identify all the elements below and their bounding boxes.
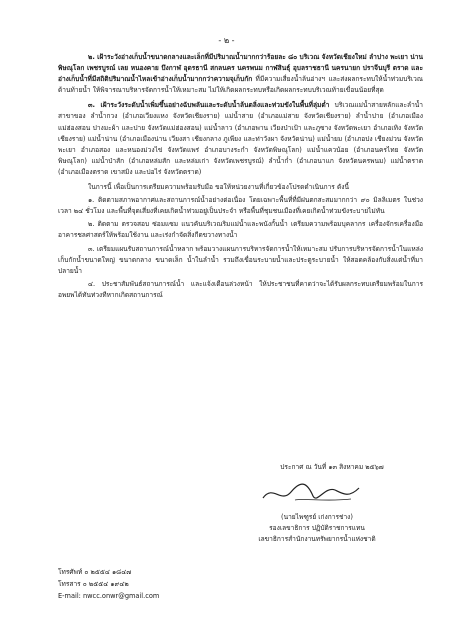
paragraph-2 (58, 52, 423, 96)
signer-name: (นายไพฑูรย์ เก่งการช่าง) (281, 513, 353, 521)
signer-title-2: เลขาธิการสำนักงานทรัพยากรน้ำแห่งชาติ (258, 535, 376, 543)
paragraph-intro: ในการนี้ เพื่อเป็นการเตรียมความพร้อมรับมือ ขอให้หน่วยงานที่เกี่ยวข้องโปรดดำเนินการ ดังนี้ (88, 183, 349, 192)
action-item-2: ๒. ติดตาม ตรวจสอบ ซ่อมแซม แนวคันบริเวณริมแม่น้ำและพนังกั้นน้ำ เตรียมความพร้อมบุคลากร เครื่องจักรเครื่องมือ อาคารชลศาสตร์ให้พร้อมใช้งาน และเร่งกำจัดสิ่งกีดขวางทางน้ำ (58, 220, 423, 240)
contact-block (58, 566, 159, 602)
action-item-1: ๑. ติดตามสภาพอากาศและสถานการณ์น้ำอย่างต่อเนื่อง โดยเฉพาะพื้นที่ที่มีฝนตกสะสมมากกว่า ๙๐ มิลลิเมตร ในช่วงเวลา ๒๔ ชั่วโมง และพื้นที่จุดเสี่ยงที่เคยเกิดน้ำท่วมอยู่เป็นประจำ หรือพื้นที่ชุมชนเมืองที่เคยเกิดน้ำท่วมขังระบายไม่ทัน (58, 196, 423, 216)
page-number: - ๒ - (218, 36, 235, 45)
action-item-3: ๓. เตรียมแผนรับสถานการณ์น้ำหลาก พร้อมวางแผนการบริหารจัดการน้ำให้เหมาะสม ปรับการบริหารจัดการน้ำในแหล่งเก็บกักน้ำขนาดใหญ่ ขนาดกลาง ขนาดเล็ก น้ำในลำน้ำ รวมถึงเขื่อนระบายน้ำและประตูระบายน้ำ ให้สอดคล้องกับสิ่งแต่น้ำที่มาปลายน้ำ (58, 244, 423, 275)
action-item-4: ๔. ประชาสัมพันธ์สถานการณ์น้ำ และแจ้งเตือนล่วงหน้า ให้ประชาชนที่คาดว่าจะได้รับผลกระทบเตรียมพร้อมในการอพยพได้ทันท่วงทีหากเกิดสถานการณ์ (58, 279, 423, 299)
signer-title-1: รองเลขาธิการ ปฏิบัติราชการแทน (269, 524, 365, 532)
signature-graphic (255, 478, 375, 508)
paragraph-3 (58, 100, 423, 178)
signature-block (232, 512, 402, 545)
email-address: E-mail: nwcc.onwr@gmail.com (58, 592, 160, 600)
paragraph-2-text: ที่มีความเสี่ยงน้ำล้นอ่างฯ และส่งผลกระทบให้น้ำท่วมบริเวณด้านท้ายน้ำ ให้พิจารณาบริหารจัดการน้ำให้เหมาะสม ไม่ให้เกิดผลกระทบหรือเกิดผลกระทบบริเวณท้ายเขื่อนน้อยที่สุด (58, 75, 423, 95)
fax-number: โทรสาร ๐ ๒๕๕๔ ๑๙๔๒ (58, 580, 129, 588)
handwritten-signature (255, 478, 375, 508)
paragraph-3-heading: ๓. เฝ้าระวังระดับน้ำเพิ่มขึ้นอย่างฉับพลันและระดับน้ำล้นตลิ่งและท่วมขังในพื้นที่ลุ่มต่ำ (88, 101, 330, 110)
announcement-date: ประกาศ ณ วันที่ ๑๓ สิงหาคม ๒๕๖๗ (280, 463, 384, 471)
paragraph-2-heading: ๒. เฝ้าระวังอ่างเก็บน้ำขนาดกลางและเล็กที่มีปริมาณน้ำมากกว่าร้อยละ ๘๐ บริเวณ จังหวัดเชียงใหม่ ลำปาง พะเยา น่าน พิษณุโลก เพชรบูรณ์ เลย หนองคาย บึงกาฬ อุดรธานี สกลนคร นครพนม กาฬสินธุ์ อุบลราชธานี นครนายก ปราจีนบุรี ตราด และอ่างเก็บน้ำที่มีสถิติปริมาณน้ำไหลเข้าอ่างเก็บน้ำมากกว่าความจุเก็บกัก (58, 53, 423, 84)
document-body (58, 52, 423, 303)
phone-number: โทรศัพท์ ๐ ๒๕๕๔ ๑๘๔๗ (58, 568, 132, 576)
paragraph-3-text: บริเวณแม่น้ำสายหลักและลำน้ำสาขาของ ลำน้ำกวง (อำเภอเวียงแหง จังหวัดเชียงราย) แม่น้ำสาย (อำเภอแม่สาย จังหวัดเชียงราย) ลำน้ำปาย (อำเภอเมืองแม่ฮ่องสอน ปางมะผ้า และปาย จังหวัดแม่ฮ่องสอน) แม่น้ำลาว (อำเภอพาน เวียงป่าเป้า และภูซาง จังหวัดพะเยา อำเภอเทิง จังหวัดเชียงราย) แม่น้ำน่าน (อำเภอเมืองน่าน เวียงสา เชียงกลาง ภูเพียง และท่าวังผา จังหวัดน่าน) แม่น้ำยม (อำเภอปง เชียงม่วน จังหวัดพะเยา อำเภอสอง และหนองม่วงไข่ จังหวัดแพร่ อำเภอบางระกำ จังหวัดพิษณุโลก) แม่น้ำแควน้อย (อำเภอนครไทย จังหวัดพิษณุโลก) แม่น้ำป่าสัก (อำเภอหล่มสัก และหล่มเก่า จังหวัดเพชรบูรณ์) ลำน้ำก่ำ (อำเภอนาแก จังหวัดนครพนม) แม่น้ำตราด (อำเภอเมืองตราด เขาสมิง และบ่อไร่ จังหวัดตราด) (58, 101, 423, 176)
